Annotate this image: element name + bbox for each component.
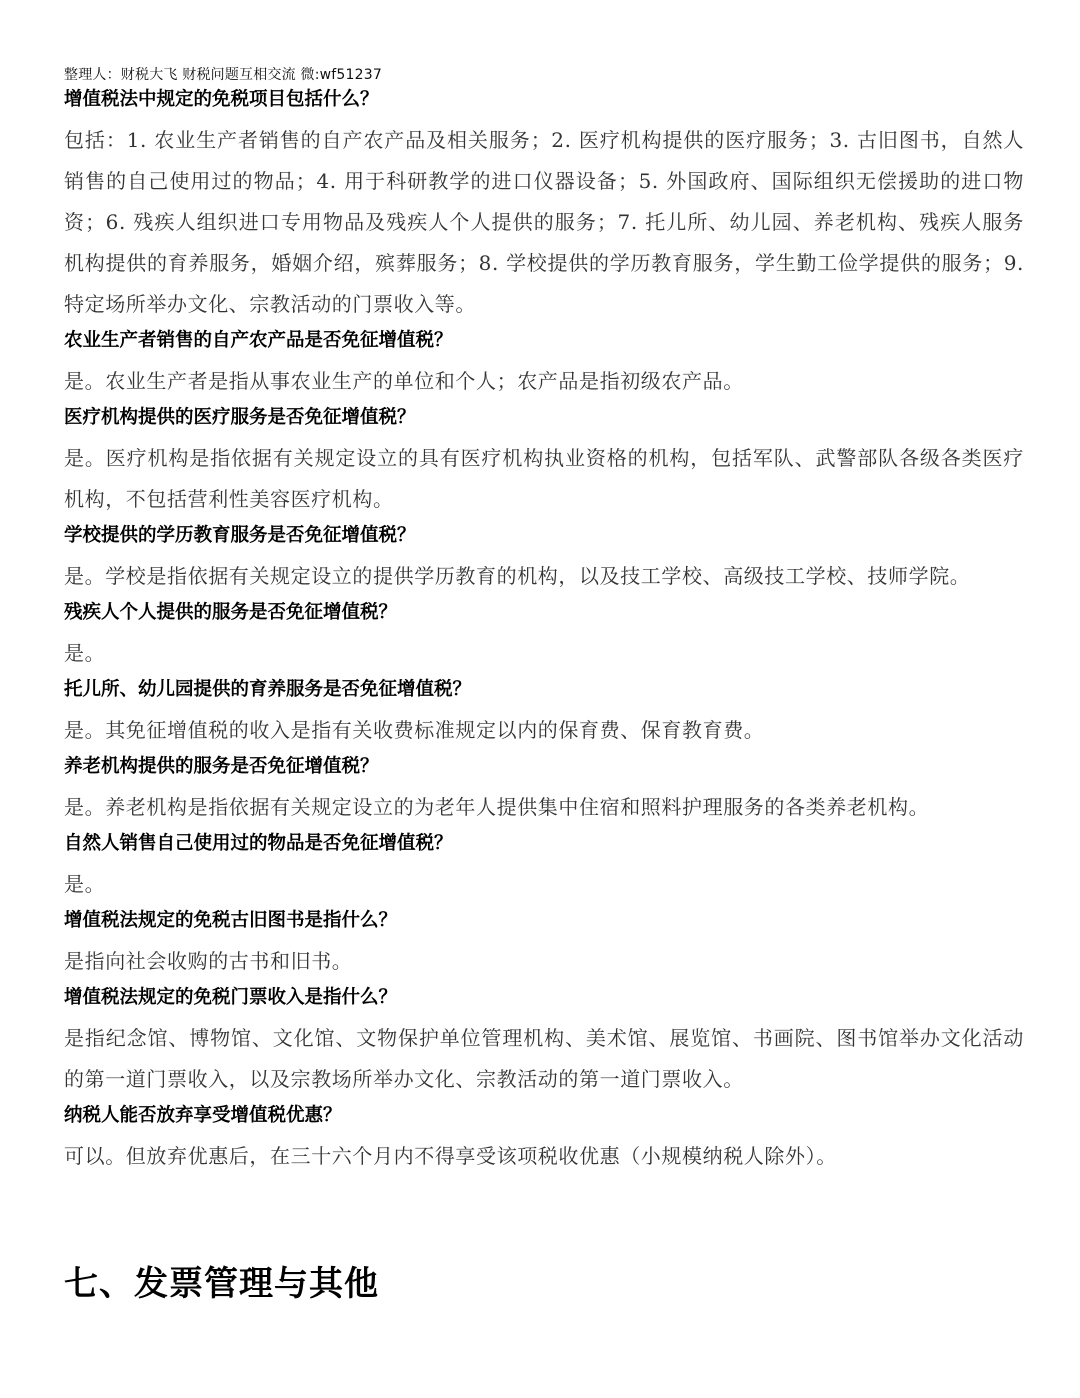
qa-item: [64, 329, 1024, 402]
question: 增值税法中规定的免税项目包括什么？: [64, 89, 379, 110]
answer: 包括：1. 农业生产者销售的自产农产品及相关服务；2. 医疗机构提供的医疗服务；3. 古旧图书，自然人销售的自己使用过的物品；4. 用于科研教学的进口仪器设备；5. 外国政府、国际组织无偿援助的进口物资；6. 残疾人组织进口专用物品及残疾人个人提供的服务；7. 托儿所、幼儿园、养老机构、残疾人服务机构提供的育养服务，婚姻介绍，殡葬服务；8. 学校提供的学历教育服务，学生勤工俭学提供的服务；9. 特定场所举办文化、宗教活动的门票收入等。: [64, 128, 1024, 316]
header-note: 整理人：财税大飞 财税问题互相交流 微:wf51237: [64, 67, 382, 83]
qa-item: [64, 1104, 1024, 1177]
answer: 是指向社会收购的古书和旧书。: [64, 949, 353, 973]
answer: 是。养老机构是指依据有关规定设立的为老年人提供集中住宿和照料护理服务的各类养老机构。: [64, 795, 930, 819]
question: 农业生产者销售的自产农产品是否免征增值税？: [64, 330, 453, 351]
question: 托儿所、幼儿园提供的育养服务是否免征增值税？: [64, 679, 472, 700]
answer: 是。其免征增值税的收入是指有关收费标准规定以内的保育费、保育教育费。: [64, 718, 765, 742]
qa-item: [64, 755, 1024, 828]
question: 纳税人能否放弃享受增值税优惠？: [64, 1105, 342, 1126]
qa-item: [64, 832, 1024, 905]
qa-item: [64, 909, 1024, 982]
section-title: 七、发票管理与其他: [64, 1264, 379, 1304]
question: 养老机构提供的服务是否免征增值税？: [64, 756, 379, 777]
qa-item: [64, 524, 1024, 597]
answer: 是。: [64, 641, 106, 665]
answer: 是。学校是指依据有关规定设立的提供学历教育的机构，以及技工学校、高级技工学校、技师学院。: [64, 564, 971, 588]
qa-item: [64, 88, 1024, 325]
qa-item: [64, 986, 1024, 1100]
answer: 可以。但放弃优惠后，在三十六个月内不得享受该项税收优惠（小规模纳税人除外）。: [64, 1144, 837, 1168]
question: 自然人销售自己使用过的物品是否免征增值税？: [64, 833, 453, 854]
qa-item: [64, 601, 1024, 674]
document-page: [64, 66, 1024, 1181]
question: 增值税法规定的免税门票收入是指什么？: [64, 987, 398, 1008]
qa-item: [64, 678, 1024, 751]
qa-item: [64, 406, 1024, 520]
question: 增值税法规定的免税古旧图书是指什么？: [64, 910, 398, 931]
answer: 是。: [64, 872, 106, 896]
answer: 是。医疗机构是指依据有关规定设立的具有医疗机构执业资格的机构，包括军队、武警部队各级各类医疗机构，不包括营利性美容医疗机构。: [64, 446, 1024, 511]
answer: 是。农业生产者是指从事农业生产的单位和个人；农产品是指初级农产品。: [64, 369, 744, 393]
answer: 是指纪念馆、博物馆、文化馆、文物保护单位管理机构、美术馆、展览馆、书画院、图书馆举办文化活动的第一道门票收入，以及宗教场所举办文化、宗教活动的第一道门票收入。: [64, 1026, 1024, 1091]
question: 学校提供的学历教育服务是否免征增值税？: [64, 525, 416, 546]
question: 残疾人个人提供的服务是否免征增值税？: [64, 602, 398, 623]
question: 医疗机构提供的医疗服务是否免征增值税？: [64, 407, 416, 428]
